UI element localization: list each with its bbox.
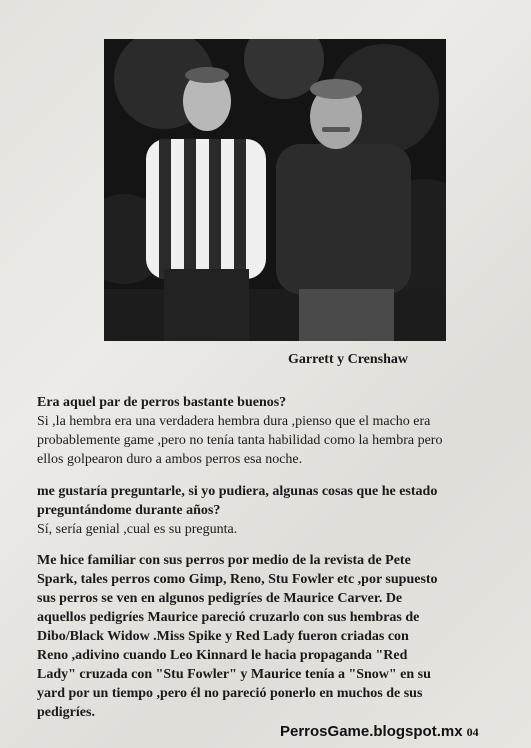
qa-block-2 [37,482,497,539]
paragraph-line: Lady" cruzada con "Stu Fowler" y Maurice tenía a "Snow" en su [37,667,431,682]
qa-block-1 [37,393,497,469]
paragraph-line: yard por un tiempo ,pero él no pareció ponerlo en muchos de sus [37,686,423,701]
photo-illustration [104,39,446,341]
question: Era aquel par de perros bastante buenos? [37,395,287,410]
answer-line: probablemente game ,pero no tenía tanta habilidad como la hembra pero [37,433,443,448]
question-line: me gustaría preguntarle, si yo pudiera, algunas cosas que he estado [37,484,438,499]
paragraph-block-3 [37,551,497,722]
footer [280,723,479,740]
question-line: preguntándome durante años? [37,503,221,518]
answer-line: ellos golpearon duro a ambos perros esa noche. [37,452,303,467]
paragraph-line: pedigríes. [37,705,95,720]
photo-caption: Garrett y Crenshaw [288,352,409,367]
paragraph-line: Me hice familiar con sus perros por medio de la revista de Pete [37,553,411,568]
paragraph-line: Reno ,adivino cuando Leo Kinnard le hacia propaganda "Red [37,648,408,663]
paragraph-line: aquellos pedigríes Maurice pareció cruzarlo con sus hembras de [37,610,420,625]
answer: Sí, sería genial ,cual es su pregunta. [37,522,238,537]
footer-site-link[interactable]: PerrosGame.blogspot.mx [280,723,463,740]
paragraph-line: sus perros se ven en algunos pedigríes de Maurice Carver. De [37,591,403,606]
answer-line: Si ,la hembra era una verdadera hembra dura ,pienso que el macho era [37,414,431,429]
paragraph-line: Spark, tales perros como Gimp, Reno, Stu Fowler etc ,por supuesto [37,572,438,587]
photo [104,39,446,341]
page-number: 04 [466,725,479,739]
paragraph-line: Dibo/Black Widow .Miss Spike y Red Lady fueron criadas con [37,629,409,644]
